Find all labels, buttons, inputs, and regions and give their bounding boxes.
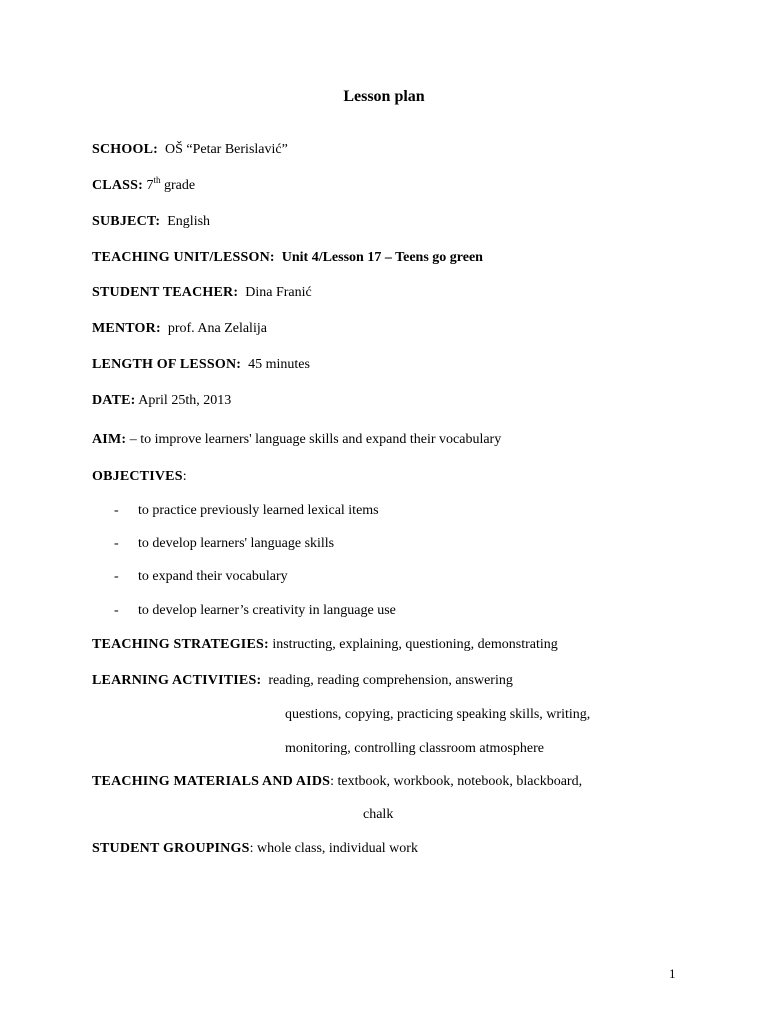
length-label: LENGTH OF LESSON:	[92, 357, 242, 372]
length-row	[92, 356, 310, 374]
student-teacher-label: STUDENT TEACHER:	[92, 285, 239, 300]
date-row	[92, 392, 231, 410]
objective-text: to develop learners' language skills	[138, 536, 335, 551]
groupings-row	[92, 840, 418, 858]
activities-row	[92, 672, 513, 690]
strategies-value: instructing, explaining, questioning, demonstrating	[272, 637, 558, 652]
page-number: 1	[669, 966, 676, 981]
unit-value: Unit 4/Lesson 17 – Teens go green	[281, 250, 483, 265]
objectives-label: OBJECTIVES	[92, 469, 183, 484]
list-item: - to develop learners' language skills	[114, 536, 335, 551]
class-row	[92, 177, 195, 195]
materials-line1: : textbook, workbook, notebook, blackboard,	[330, 774, 583, 789]
list-item: - to expand their vocabulary	[114, 569, 288, 584]
class-value: 7th grade	[146, 175, 196, 193]
objectives-row	[92, 468, 187, 486]
date-label: DATE:	[92, 393, 136, 408]
list-item: - to practice previously learned lexical items	[114, 503, 379, 518]
subject-row	[92, 213, 210, 231]
subject-label: SUBJECT:	[92, 214, 161, 229]
school-row	[92, 141, 288, 159]
length-value: 45 minutes	[248, 357, 310, 372]
aim-value: – to improve learners' language skills and expand their vocabulary	[129, 432, 502, 447]
school-label: SCHOOL:	[92, 142, 158, 157]
materials-label: TEACHING MATERIALS AND AIDS	[92, 774, 331, 789]
mentor-value: prof. Ana Zelalija	[167, 321, 267, 336]
aim-label: AIM:	[92, 432, 127, 447]
materials-line2: chalk	[363, 807, 394, 822]
activities-label: LEARNING ACTIVITIES:	[92, 673, 262, 688]
mentor-row	[92, 320, 267, 338]
objectives-colon: :	[182, 469, 187, 484]
activities-line2: questions, copying, practicing speaking skills, writing,	[285, 707, 591, 722]
objective-text: to expand their vocabulary	[138, 569, 288, 584]
unit-row	[92, 249, 483, 267]
activities-line3: monitoring, controlling classroom atmosphere	[285, 741, 544, 756]
student-teacher-value: Dina Franić	[245, 285, 312, 300]
aim-row	[92, 431, 501, 449]
groupings-label: STUDENT GROUPINGS	[92, 841, 250, 856]
strategies-label: TEACHING STRATEGIES:	[92, 637, 269, 652]
groupings-value: : whole class, individual work	[249, 841, 418, 856]
class-label: CLASS:	[92, 178, 143, 193]
activities-line1: reading, reading comprehension, answering	[268, 673, 513, 688]
date-value: April 25th, 2013	[138, 393, 232, 408]
subject-value: English	[167, 214, 211, 229]
objective-text: to practice previously learned lexical items	[138, 503, 379, 518]
objective-text: to develop learner’s creativity in language use	[138, 603, 396, 618]
mentor-label: MENTOR:	[92, 321, 161, 336]
school-value: OŠ “Petar Berislavić”	[164, 142, 288, 157]
strategies-row	[92, 636, 558, 654]
unit-label: TEACHING UNIT/LESSON:	[92, 250, 275, 265]
student-teacher-row	[92, 284, 312, 302]
page-title: Lesson plan	[343, 88, 425, 105]
list-item: - to develop learner’s creativity in language use	[114, 603, 396, 618]
materials-row	[92, 773, 582, 791]
